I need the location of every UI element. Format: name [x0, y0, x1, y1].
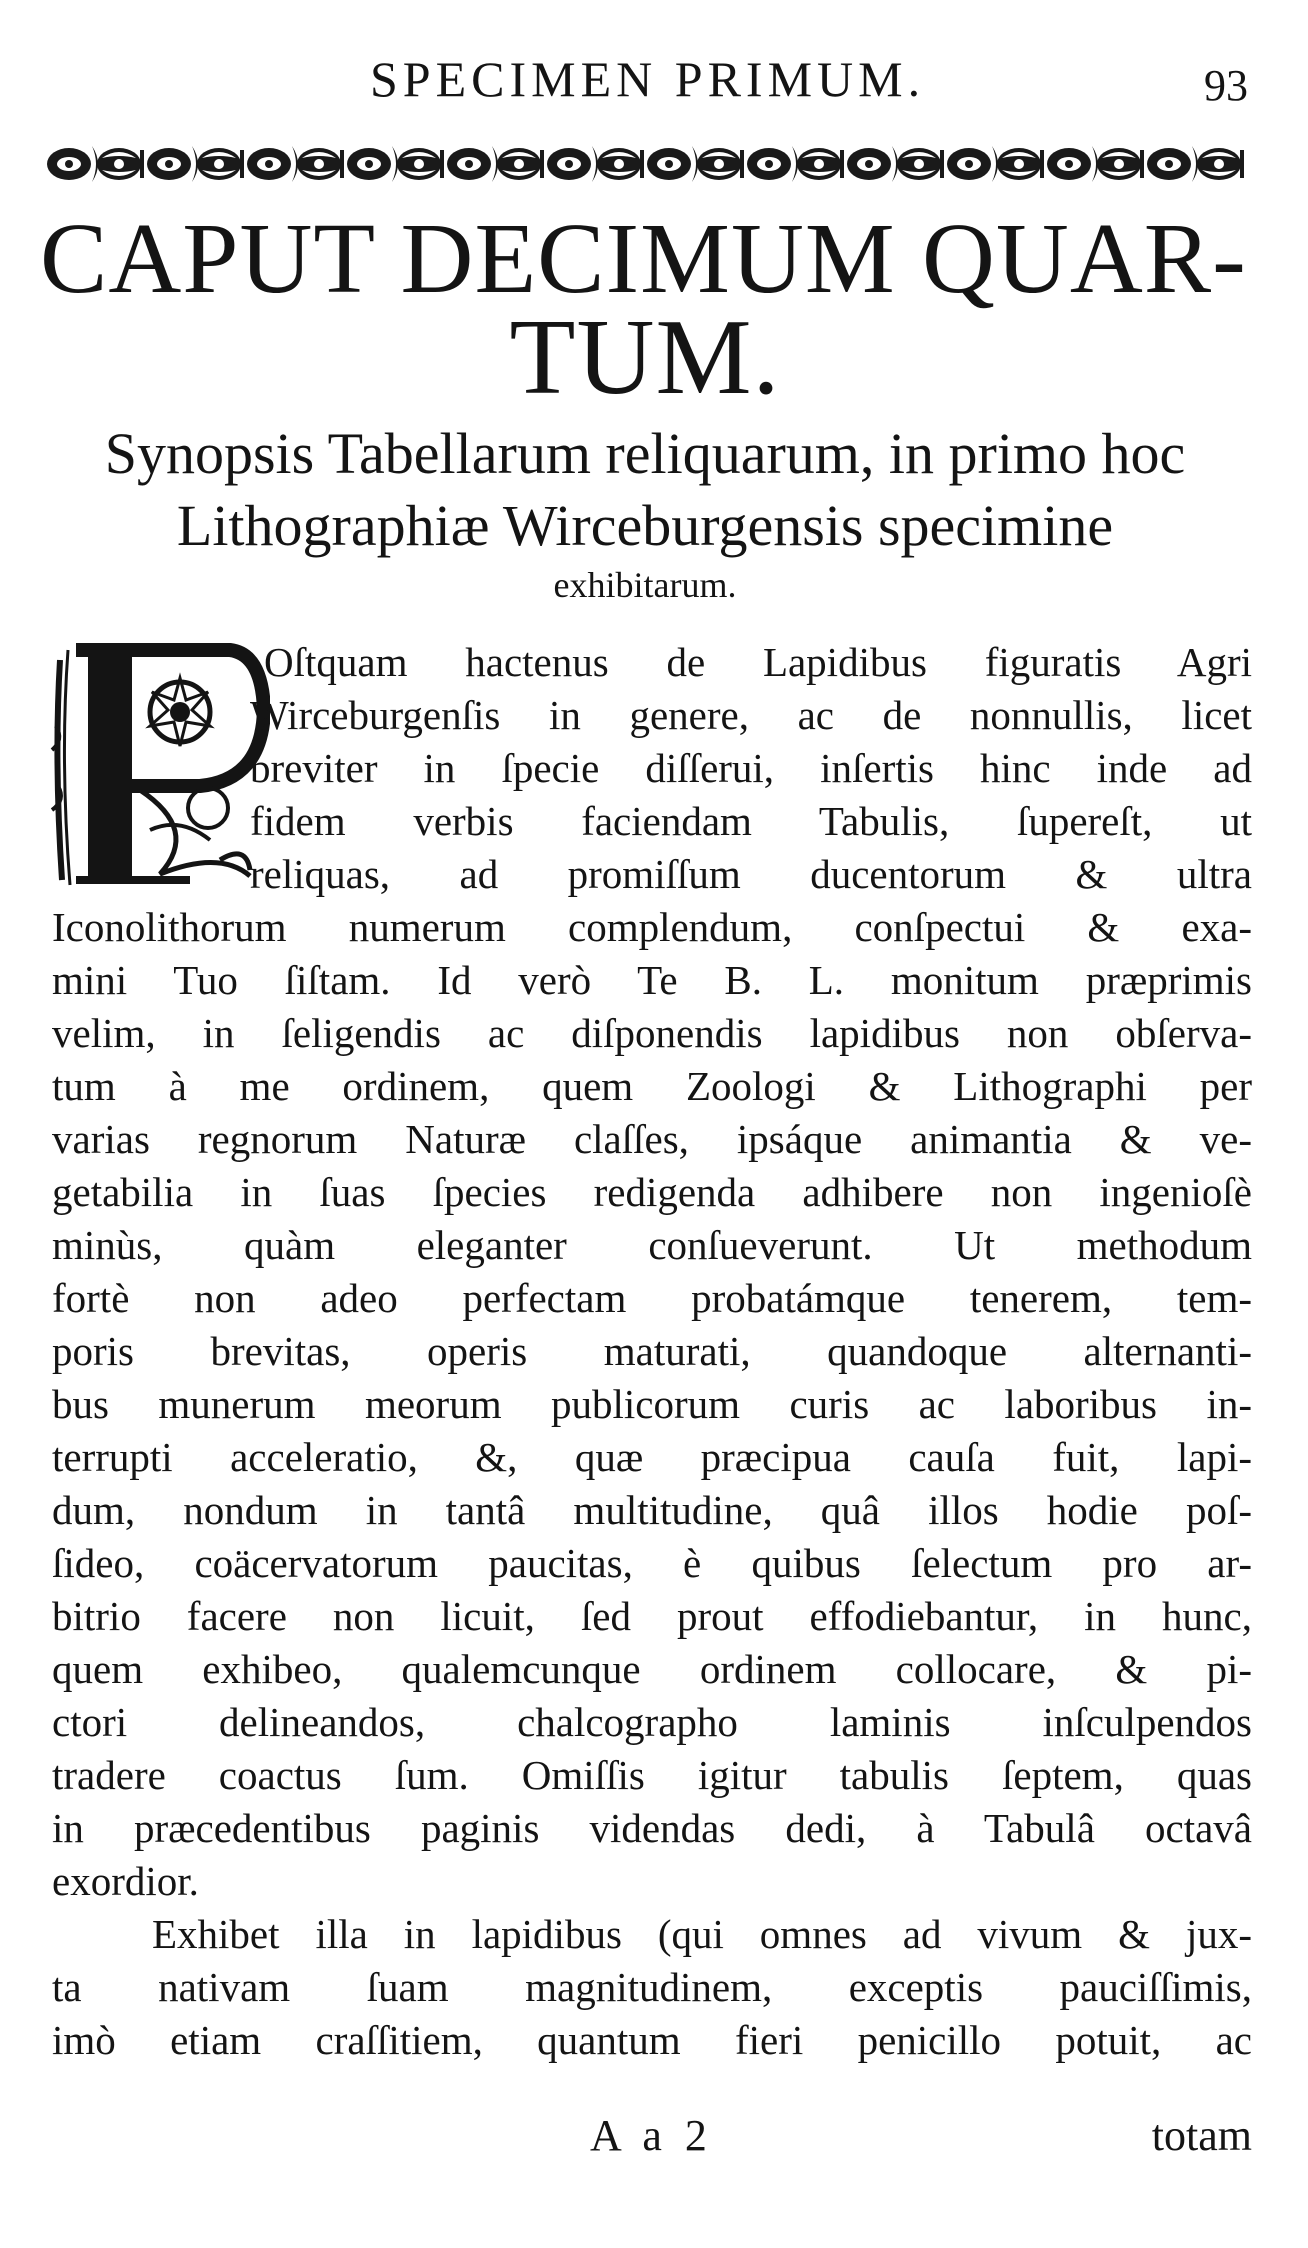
text-line: ſideo, coäcervatorum paucitas, è quibus ſelectum pro ar- — [52, 1540, 1252, 1586]
page-number: 93 — [1204, 61, 1248, 110]
catchword: totam — [1151, 2111, 1252, 2160]
page-footer — [0, 2110, 1308, 2170]
signature-mark: A a 2 — [590, 2111, 713, 2160]
running-title: SPECIMEN PRIMUM. — [370, 51, 926, 107]
text-line: bus munerum meorum publicorum curis ac laboribus in- — [52, 1381, 1252, 1427]
synopsis-line2: Lithographiæ Wirceburgensis specimine — [176, 493, 1114, 558]
synopsis-heading — [40, 418, 1250, 608]
synopsis-line3: exhibitarum. — [553, 565, 737, 605]
text-line: ta nativam ſuam magnitudinem, exceptis pauciſſimis, — [52, 1964, 1252, 2010]
text-line: velim, in ſeligendis ac diſponendis lapidibus non obſerva- — [52, 1010, 1252, 1056]
text-line: Oſtquam hactenus de Lapidibus figuratis Agri — [264, 639, 1252, 685]
text-line: exordior. — [52, 1858, 199, 1904]
text-line: minùs, quàm eleganter conſueverunt. Ut methodum — [52, 1222, 1252, 1268]
text-line: ctori delineandos, chalcographo laminis inſculpendos — [52, 1699, 1252, 1745]
text-line: tradere coactus ſum. Omiſſis igitur tabulis ſeptem, quas — [52, 1752, 1252, 1798]
ornamental-border — [44, 136, 1244, 192]
text-line: bitrio facere non licuit, ſed prout effodiebantur, in hunc, — [52, 1593, 1252, 1639]
chapter-title — [40, 202, 1250, 417]
text-line: reliquas, ad promiſſum ducentorum & ultra — [250, 851, 1252, 897]
text-line: Iconolithorum numerum complendum, conſpectui & exa- — [52, 904, 1252, 950]
running-head — [0, 40, 1308, 110]
text-line: mini Tuo ſiſtam. Id verò Te B. L. monitum præprimis — [52, 957, 1252, 1003]
text-line: fortè non adeo perfectam probatámque tenerem, tem- — [52, 1275, 1252, 1321]
chapter-title-line1: CAPUT DECIMUM QUAR- — [40, 202, 1247, 314]
text-line: quem exhibeo, qualemcunque ordinem collocare, & pi- — [52, 1646, 1252, 1692]
text-line: fidem verbis faciendam Tabulis, ſupereſt, ut — [250, 798, 1252, 844]
text-line: terrupti acceleratio, &, quæ præcipua cauſa fuit, lapi- — [52, 1434, 1252, 1480]
text-line: poris brevitas, operis maturati, quandoque alternanti- — [52, 1328, 1252, 1374]
chapter-title-line2: TUM. — [509, 298, 781, 417]
text-line: getabilia in ſuas ſpecies redigenda adhibere non ingenioſè — [52, 1169, 1252, 1215]
text-line: varias regnorum Naturæ claſſes, ipsáque animantia & ve- — [52, 1116, 1252, 1162]
text-line: dum, nondum in tantâ multitudine, quâ illos hodie poſ- — [52, 1487, 1252, 1533]
text-line: Exhibet illa in lapidibus (qui omnes ad vivum & jux- — [152, 1911, 1252, 1957]
synopsis-line1: Synopsis Tabellarum reliquarum, in primo hoc — [104, 421, 1186, 486]
text-line: breviter in ſpecie diſſerui, inſertis hinc inde ad — [250, 745, 1252, 791]
text-line: tum à me ordinem, quem Zoologi & Lithographi per — [52, 1063, 1252, 1109]
text-line: in præcedentibus paginis videndas dedi, à Tabulâ octavâ — [52, 1805, 1252, 1851]
body-text — [52, 636, 1252, 2067]
text-line: Wirceburgenſis in genere, ac de nonnullis, licet — [250, 692, 1252, 738]
text-line: imò etiam craſſitiem, quantum fieri penicillo potuit, ac — [52, 2017, 1252, 2063]
